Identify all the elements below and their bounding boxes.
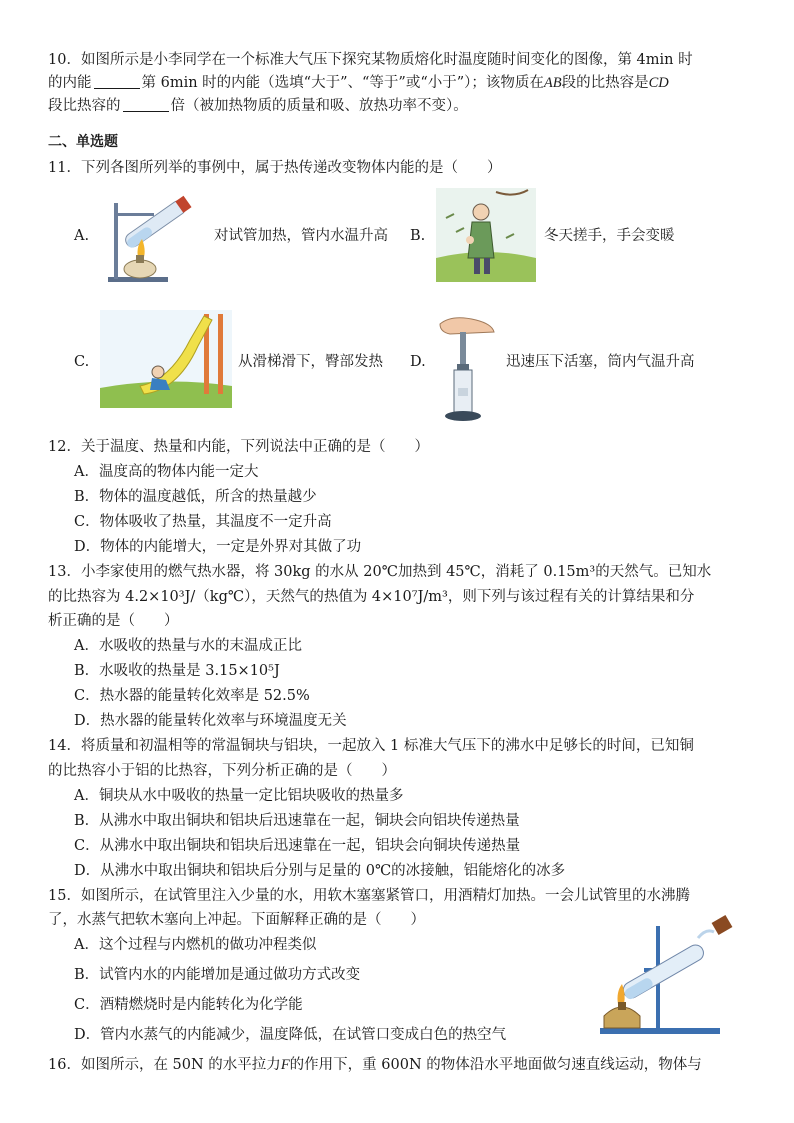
q10-text: 段比热容的 [48,98,121,114]
q10-text: 第 6min 时的内能（选填“大于”、“等于”或“小于”）；该物质在 [141,75,544,91]
q11-option-a-text: 对试管加热，管内水温升高 [214,228,388,244]
q14-option-d[interactable]: D．从沸水中取出铜块和铝块后分别与足量的 0℃的冰接触，铝能熔化的冰多 [74,863,566,879]
section-title: 二、单选题 [48,134,118,150]
q10-line-2 [48,73,669,93]
q13-line-3: 析正确的是（ ） [48,613,179,629]
q16-line-1 [48,1055,702,1075]
q12-option-b[interactable]: B．物体的温度越低，所含的热量越少 [74,489,317,505]
q12-option-a[interactable]: A．温度高的物体内能一定大 [74,464,259,480]
q14-line-1: 14．将质量和初温相等的常温铜块与铝块，一起放入 1 标准大气压下的沸水中足够长的时间，已知铜 [48,738,694,754]
q14-option-b[interactable]: B．从沸水中取出铜块和铝块后迅速靠在一起，铜块会向铝块传递热量 [74,813,520,829]
q13-option-c[interactable]: C．热水器的能量转化效率是 52.5% [74,688,310,704]
q16-text: 16．如图所示，在 50N 的水平拉力 [48,1057,281,1073]
answer-blank[interactable] [123,97,169,112]
q11-option-d-letter[interactable]: D. [410,354,426,370]
q14-line-2: 的比热容小于铝的比热容，下列分析正确的是（ ） [48,763,396,779]
segment-label: CD [648,75,669,91]
slide-illustration [100,310,232,408]
q12-option-c[interactable]: C．物体吸收了热量，其温度不一定升高 [74,514,332,530]
q11-option-b-text: 冬天搓手，手会变暖 [544,228,675,244]
piston-compression-illustration [436,316,496,424]
force-symbol: F [280,1057,290,1073]
q14-option-c[interactable]: C．从沸水中取出铜块和铝块后迅速靠在一起，铝块会向铜块传递热量 [74,838,521,854]
q14-option-a[interactable]: A．铜块从水中吸收的热量一定比铝块吸收的热量多 [74,788,404,804]
q15-line-1: 15．如图所示，在试管里注入少量的水，用软木塞塞紧管口，用酒精灯加热。一会儿试管里的水沸腾 [48,888,690,904]
q12-option-d[interactable]: D．物体的内能增大，一定是外界对其做了功 [74,539,362,555]
q15-option-a[interactable]: A．这个过程与内燃机的做功冲程类似 [74,937,317,953]
q15-option-d[interactable]: D．管内水蒸气的内能减少，温度降低，在试管口变成白色的热空气 [74,1027,507,1043]
q15-option-b[interactable]: B．试管内水的内能增加是通过做功方式改变 [74,967,361,983]
q15-option-c[interactable]: C．酒精燃烧时是内能转化为化学能 [74,997,303,1013]
q16-text: 的作用下，重 600N 的物体沿水平地面做匀速直线运动，物体与 [289,1057,702,1073]
q13-option-a[interactable]: A．水吸收的热量与水的末温成正比 [74,638,302,654]
q10-line-1: 10．如图所示是小李同学在一个标准大气压下探究某物质熔化时温度随时间变化的图像，第 4min 时 [48,52,693,68]
q10-text: 段的比热容是 [561,75,649,91]
q12-stem: 12．关于温度、热量和内能，下列说法中正确的是（ ） [48,439,429,455]
q13-option-d[interactable]: D．热水器的能量转化效率与环境温度无关 [74,713,347,729]
cork-popping-test-tube-illustration [596,912,746,1042]
segment-label: AB [543,75,562,91]
q11-option-a-letter[interactable]: A. [74,228,90,244]
q11-option-b-letter[interactable]: B. [410,228,426,244]
q13-option-b[interactable]: B．水吸收的热量是 3.15×10⁵J [74,663,280,679]
q13-line-2: 的比热容为 4.2×10³J/（kg℃），天然气的热值为 4×10⁷J/m³，则下列与该过程有关的计算结果和分 [48,589,695,605]
q11-option-c-letter[interactable]: C. [74,354,90,370]
answer-blank[interactable] [94,74,140,89]
rubbing-hands-illustration [436,188,536,282]
test-tube-heating-illustration [100,193,200,285]
q11-option-c-text: 从滑梯滑下，臀部发热 [238,354,383,370]
q11-stem: 11．下列各图所列举的事例中，属于热传递改变物体内能的是（ ） [48,160,502,176]
q10-text: 倍（被加热物质的质量和吸、放热功率不变）。 [170,98,468,114]
q11-option-d-text: 迅速压下活塞，筒内气温升高 [506,354,695,370]
q10-line-3 [48,96,468,116]
q13-line-1: 13．小李家使用的燃气热水器，将 30kg 的水从 20℃加热到 45℃，消耗了 0.15m³的天然气。已知水 [48,564,712,580]
q15-line-2: 了，水蒸气把软木塞向上冲起。下面解释正确的是（ ） [48,912,425,928]
q10-text: 的内能 [48,75,92,91]
